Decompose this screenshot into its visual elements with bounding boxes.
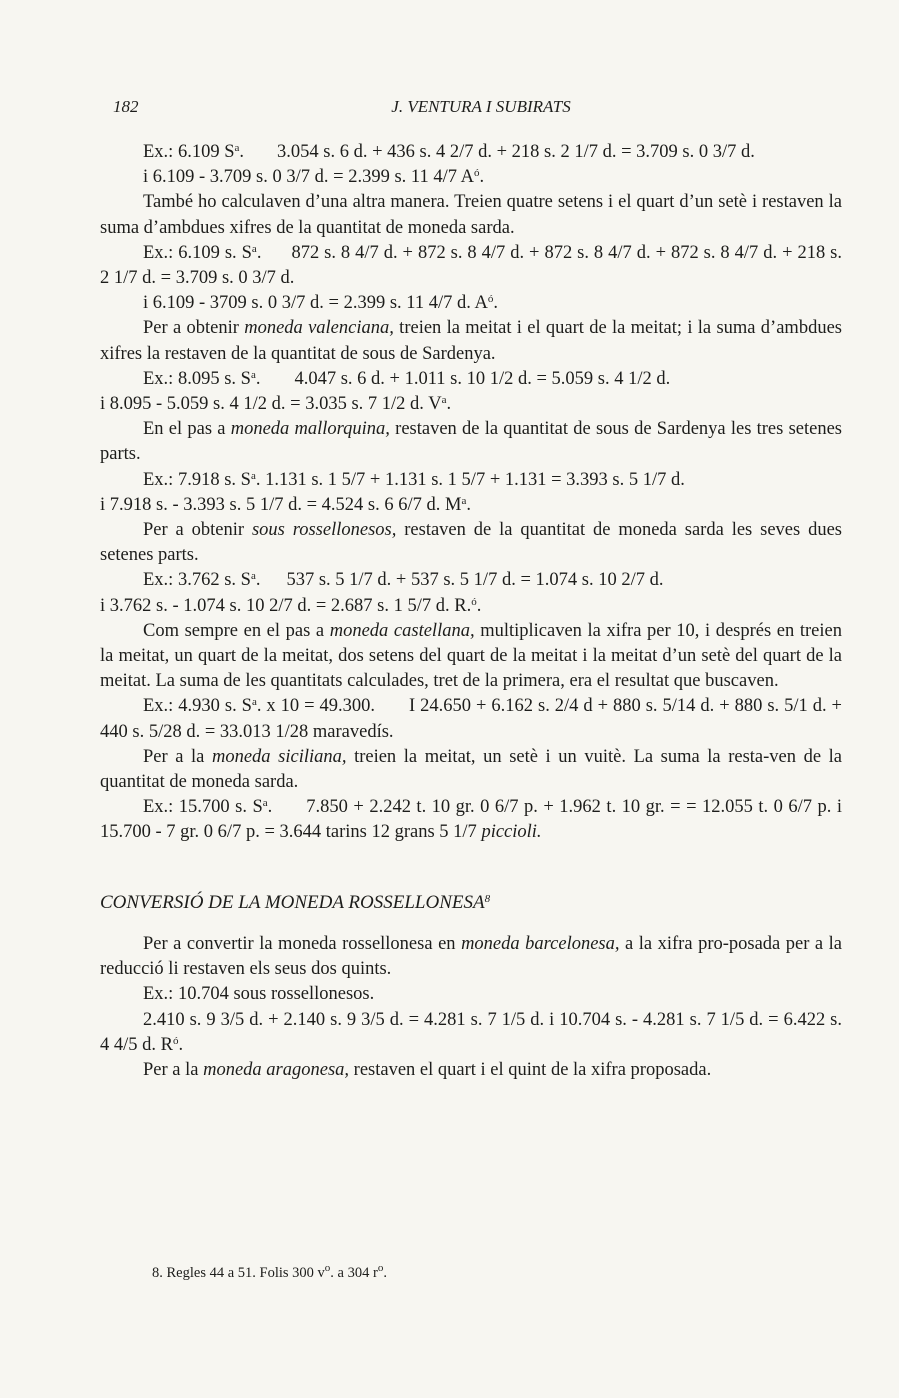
example-line: Ex.: 15.700 s. $S^a$. 7.850 + 2.242 t. 10 gr. 0 6/7 p. + 1.962 t. 10 gr. = = 12.055 t. 0 6/7 p. i 15.700 - 7 gr. 0 6/7 p. = 3.644 tarins 12 grans 5 1/7 piccioli. (100, 797, 842, 843)
paragraph: Per a obtenir moneda valenciana, treien la meitat i el quart de la meitat; i la suma d’ambdues xifres la restaven de la quantitat de sous de Sardenya. (100, 318, 842, 364)
example-line: Ex.: 3.762 s. $S^a$. 537 s. 5 1/7 d. + 537 s. 5 1/7 d. = 1.074 s. 10 2/7 d. (143, 570, 664, 591)
paragraph: En el pas a moneda mallorquina, restaven de la quantitat de sous de Sardenya les tres setenes parts. (100, 419, 842, 465)
paragraph: Per a obtenir sous rossellonesos, restaven de la quantitat de moneda sarda les seves dues setenes parts. (100, 520, 842, 566)
result-line: i 6.109 - 3709 s. 0 3/7 d. = 2.399 s. 11 4/7 d. $A^ó$. (143, 293, 498, 314)
running-header (113, 97, 839, 121)
paragraph: Per a convertir la moneda rossellonesa en moneda barcelonesa, a la xifra pro-posada per a la reducció li restaven els seus dos quints. (100, 933, 842, 980)
section-heading: CONVERSIÓ DE LA MONEDA ROSSELLONESA$^8$ (100, 891, 491, 913)
paragraph: Per a la moneda siciliana, treien la meitat, un setè i un vuitè. La suma la resta-ven de la quantitat de moneda sarda. (100, 746, 842, 793)
example-line: Ex.: 6.109 $S^a$. 3.054 s. 6 d. + 436 s. 4 2/7 d. + 218 s. 2 1/7 d. = 3.709 s. 0 3/7 d. (143, 142, 755, 162)
result-line: i 3.762 s. - 1.074 s. 10 2/7 d. = 2.687 s. 1 5/7 d. R.$^ó$. (100, 595, 482, 616)
example-line: Ex.: 7.918 s. $S^a$. 1.131 s. 1 5/7 + 1.131 s. 1 5/7 + 1.131 = 3.393 s. 5 1/7 d. (143, 469, 685, 490)
footnote-ref[interactable]: 8 (484, 892, 491, 905)
result-line: i 8.095 - 5.059 s. 4 1/2 d. = 3.035 s. 7 1/2 d. $V^a$. (100, 394, 452, 415)
page-number: 182 (113, 97, 139, 116)
example-line: Ex.: 8.095 s. $S^a$. 4.047 s. 6 d. + 1.011 s. 10 1/2 d. = 5.059 s. 4 1/2 d. (143, 368, 671, 389)
paragraph: També ho calculaven d’una altra manera. Treien quatre setens i el quart d’un setè i restaven la suma d’ambdues xifres de la quantitat de moneda sarda. (100, 192, 842, 238)
paragraph: Com sempre en el pas a moneda castellana, multiplicaven la xifra per 10, i després en treien la meitat, un quart de la meitat, dos setens del quart de la meitat i la meitat d’un setè del quart de la meitat. La suma de les quantitats calculades, tret de la primera, era el resultat que buscaven. (100, 620, 842, 692)
footnote: 8. Regles 44 a 51. Folis 300 $v^o$. a 304 $r^o$. (152, 1262, 387, 1281)
page-body (100, 140, 842, 1083)
example-line: Ex.: 10.704 sous rossellonesos. (143, 984, 375, 1005)
result-line: i 7.918 s. - 3.393 s. 5 1/7 d. = 4.524 s. 6 6/7 d. $M^a$. (100, 494, 471, 515)
example-line: Ex.: 6.109 s. $S^a$. 872 s. 8 4/7 d. + 872 s. 8 4/7 d. + 872 s. 8 4/7 d. + 872 s. 8 4/7 d. + 218 s. 2 1/7 d. = 3.709 s. 0 3/7 d. (100, 242, 842, 289)
result-line: 2.410 s. 9 3/5 d. + 2.140 s. 9 3/5 d. = 4.281 s. 7 1/5 d. i 10.704 s. - 4.281 s. 7 1/5 d. = 6.422 s. 4 4/5 d. $R^ó$. (100, 1009, 842, 1055)
example-line: Ex.: 4.930 s. $S^a$. x 10 = 49.300. I 24.650 + 6.162 s. 2/4 d + 880 s. 5/14 d. + 880 s. 5/1 d. + 440 s. 5/28 d. = 33.013 1/28 maravedís. (100, 696, 842, 742)
running-title: J. VENTURA I SUBIRATS (391, 97, 571, 116)
result-line: i 6.109 - 3.709 s. 0 3/7 d. = 2.399 s. 11 4/7 $A^ó$. (143, 167, 485, 188)
paragraph: Per a la moneda aragonesa, restaven el quart i el quint de la xifra proposada. (143, 1059, 712, 1080)
